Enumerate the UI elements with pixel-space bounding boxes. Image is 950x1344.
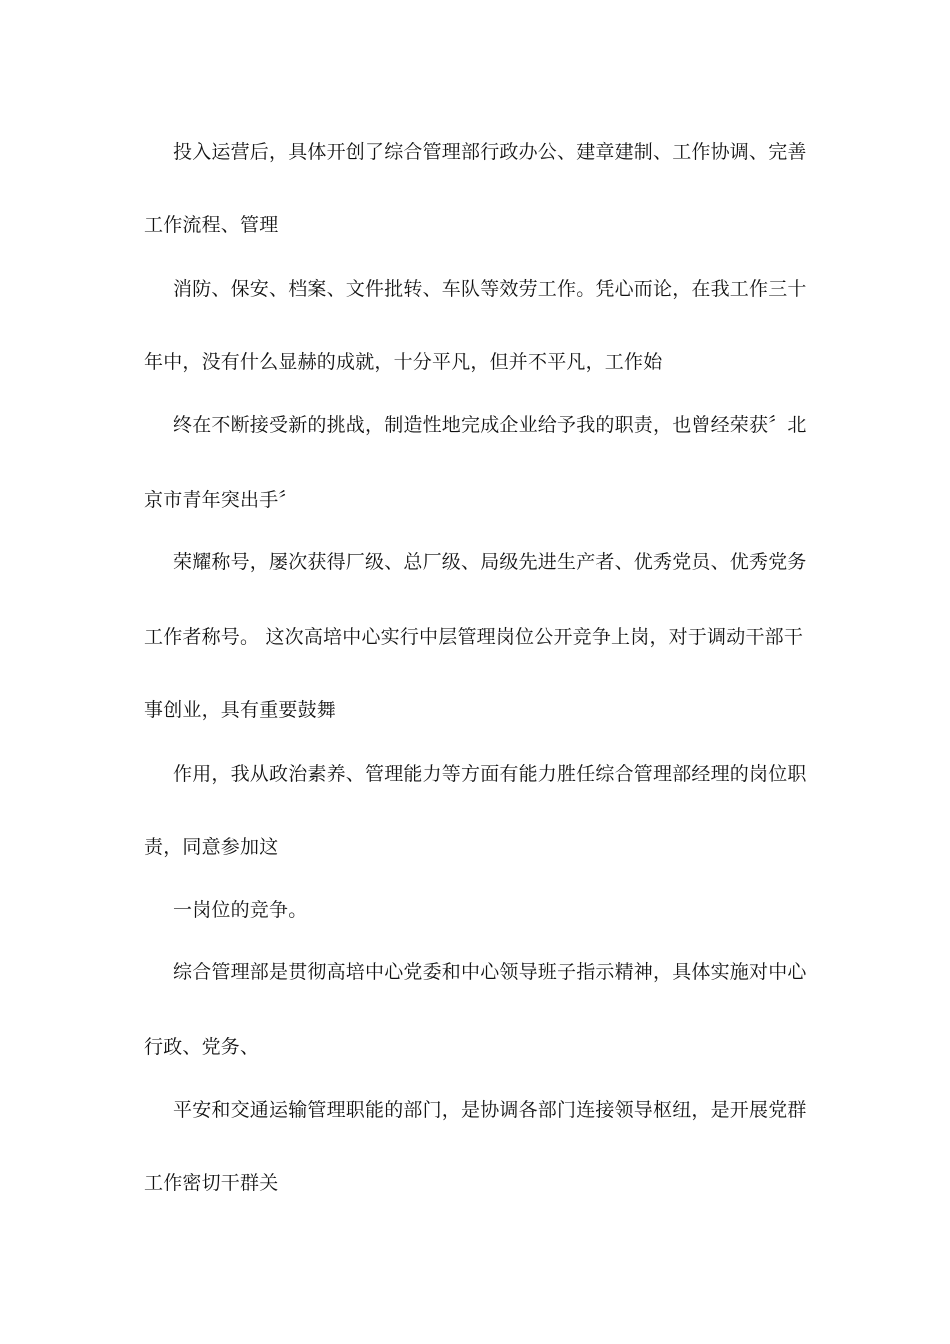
text-line: 一岗位的竞争。 — [173, 899, 308, 921]
text-line: 消防、保安、档案、文件批转、车队等效劳工作。凭心而论，在我工作三十 — [173, 278, 807, 300]
text-line: 作用，我从政治素养、管理能力等方面有能力胜任综合管理部经理的岗位职 — [173, 763, 807, 785]
text-line: 事创业，具有重要鼓舞 — [144, 699, 337, 721]
text-line: 平安和交通运输管理职能的部门，是协调各部门连接领导枢纽，是开展党群 — [173, 1099, 807, 1121]
text-line: 工作密切干群关 — [144, 1172, 279, 1194]
text-line: 综合管理部是贯彻高培中心党委和中心领导班子指示精神，具体实施对中心 — [173, 961, 807, 983]
text-line: 行政、党务、 — [144, 1036, 260, 1058]
text-line: 终在不断接受新的挑战，制造性地完成企业给予我的职责，也曾经荣获〞北 — [173, 414, 807, 436]
text-line: 责，同意参加这 — [144, 836, 279, 858]
text-line: 年中，没有什么显赫的成就，十分平凡，但并不平凡，工作始 — [144, 351, 663, 373]
text-line: 荣耀称号，屡次获得厂级、总厂级、局级先进生产者、优秀党员、优秀党务 — [173, 551, 807, 573]
text-line: 工作者称号。 这次高培中心实行中层管理岗位公开竞争上岗，对于调动干部干 — [144, 626, 804, 648]
text-line: 京市青年突出手〞 — [144, 489, 298, 511]
text-line: 投入运营后，具体开创了综合管理部行政办公、建章建制、工作协调、完善 — [173, 141, 807, 163]
text-line: 工作流程、管理 — [144, 214, 279, 236]
